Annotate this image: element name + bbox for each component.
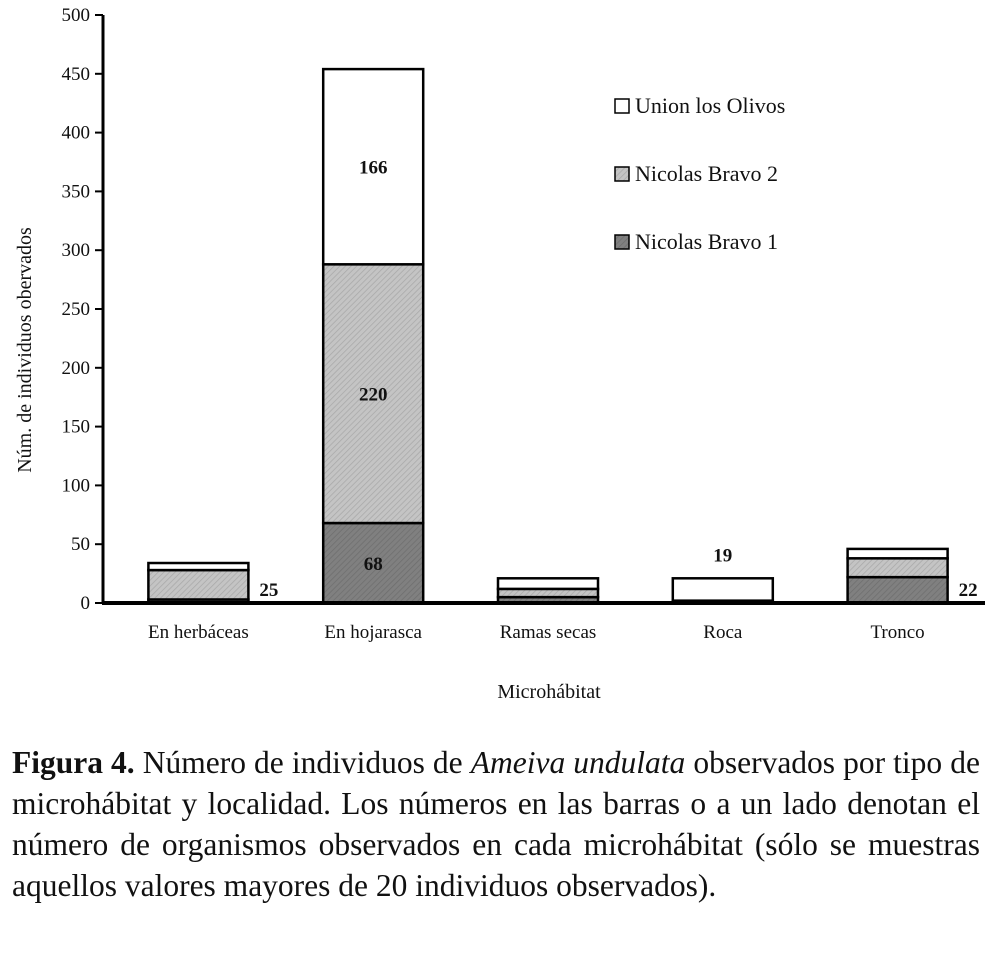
- x-category-label: Ramas secas: [499, 622, 597, 643]
- y-tick-label: 150: [61, 416, 90, 438]
- y-tick-label: 0: [80, 593, 90, 614]
- bar-segment-union-los-olivos: [148, 563, 248, 570]
- x-category-label: Tronco: [870, 622, 925, 643]
- y-tick-label: 500: [61, 5, 90, 26]
- bar-segment-union-los-olivos: [673, 578, 773, 600]
- legend-label: Union los Olivos: [635, 93, 786, 118]
- bar-segment-union-los-olivos: [498, 578, 598, 589]
- x-category-label: En hojarasca: [324, 622, 422, 643]
- x-axis: [102, 603, 985, 643]
- caption-species: Ameiva undulata: [470, 745, 686, 780]
- bars: [148, 69, 947, 603]
- legend-label: Nicolas Bravo 1: [635, 229, 778, 254]
- legend-swatch-nicolas-bravo-2: [615, 167, 629, 181]
- figure-caption: [12, 742, 980, 906]
- y-tick-label: 200: [61, 357, 90, 379]
- y-tick-label: 100: [61, 475, 90, 497]
- data-label: 220: [358, 384, 388, 406]
- data-label: 166: [358, 157, 388, 179]
- x-category-label: En herbáceas: [148, 622, 249, 643]
- legend-label: Nicolas Bravo 2: [635, 161, 778, 186]
- caption-label: Figura 4.: [12, 745, 135, 780]
- bar-segment-nicolas-bravo-1: [848, 577, 948, 603]
- bar-segment-union-los-olivos: [848, 549, 948, 558]
- data-label: 22: [958, 580, 978, 601]
- bar-segment-nicolas-bravo-2: [848, 558, 948, 577]
- caption-text-before: Número de individuos de: [134, 745, 471, 780]
- y-axis: [62, 5, 104, 614]
- y-tick-label: 50: [71, 534, 90, 556]
- x-category-label: Roca: [703, 622, 743, 643]
- y-tick-label: 250: [61, 299, 90, 320]
- legend: [615, 93, 785, 254]
- y-axis-title: Núm. de individuos obervados: [14, 227, 36, 473]
- caption-text-after: observados por tipo de microhábitat y localidad. Los números en las barras o a un lado denotan el número de organismos observados en cada microhábitat (sólo se muestras aquellos valores mayores de 20 individuos observados).: [12, 745, 980, 903]
- data-label: 25: [259, 580, 279, 601]
- data-label: 19: [713, 545, 733, 567]
- y-tick-label: 350: [61, 181, 90, 203]
- legend-swatch-union-los-olivos: [615, 99, 629, 113]
- x-axis-title: Microhábitat: [497, 681, 601, 703]
- y-tick-label: 300: [61, 240, 90, 262]
- data-label: 68: [363, 554, 383, 576]
- bar-segment-nicolas-bravo-2: [148, 570, 248, 599]
- y-tick-label: 400: [61, 122, 90, 144]
- y-tick-label: 450: [61, 63, 90, 85]
- legend-swatch-nicolas-bravo-1: [615, 235, 629, 249]
